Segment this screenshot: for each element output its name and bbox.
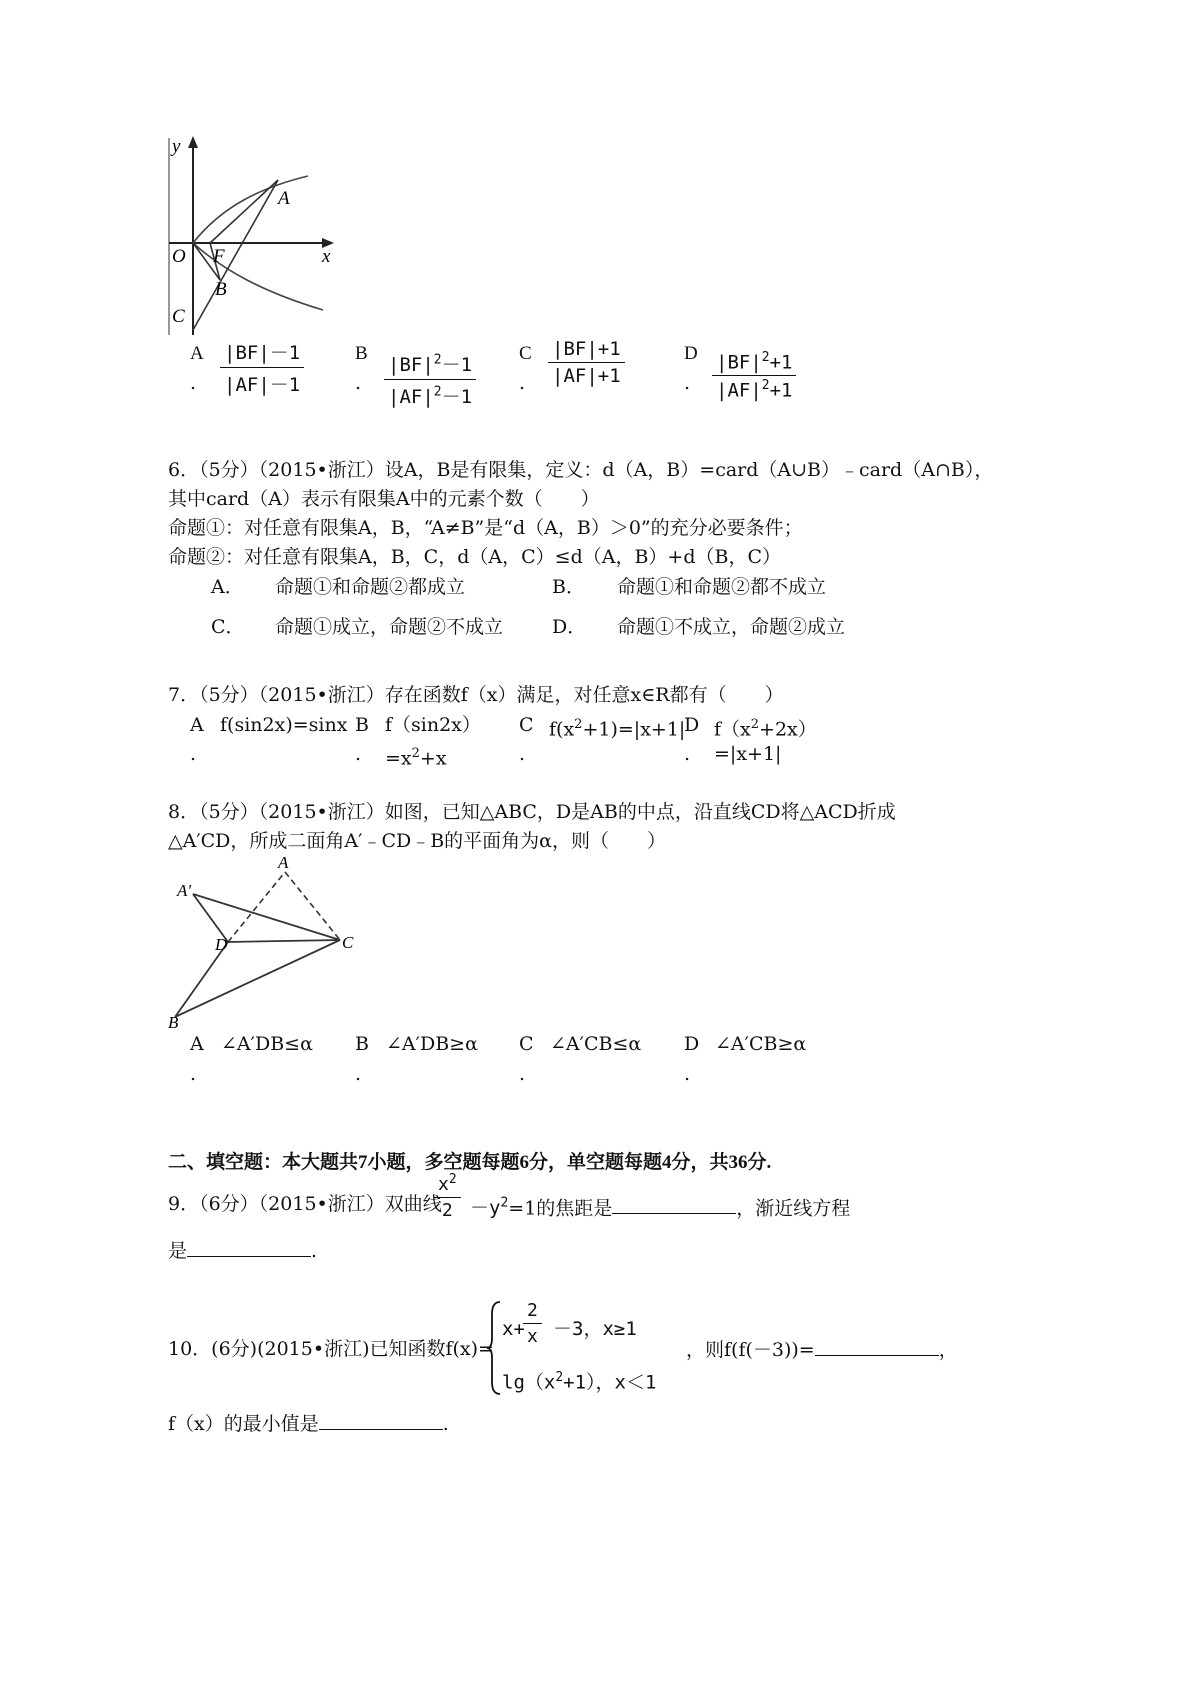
q10-prefix: 10．(6分)(2015•浙江)已知函数f(x)= <box>168 1338 494 1360</box>
q5-option-a-letter: A <box>190 343 204 364</box>
q8-option-b-letter: B <box>355 1033 369 1055</box>
q5-option-b-dot: . <box>355 372 362 394</box>
label-c: C <box>342 933 354 952</box>
q10-line2: f（x）的最小值是 . <box>168 1413 449 1435</box>
q9-fraction-denominator: 2 <box>441 1200 453 1221</box>
q9-fraction-numerator: $x^2$ <box>434 1172 461 1198</box>
q9-fraction <box>434 1172 461 1221</box>
q5-option-a-fraction <box>220 338 304 397</box>
line-bc <box>175 940 340 1017</box>
q5-option-d-fraction <box>712 350 796 402</box>
q6-option-c-letter: C． <box>211 616 245 638</box>
label-b: B <box>168 1013 179 1032</box>
q10-piece-1-denominator: x <box>527 1326 538 1347</box>
q5-option-d-letter: D <box>684 343 698 364</box>
q8-stem-line2: △A′CD，所成二面角A′﹣CD﹣B的平面角为α，则（ ） <box>168 830 667 852</box>
q6-option-a-letter: A． <box>211 576 244 598</box>
q5-option-a-numerator: |BF|－1 <box>220 338 304 368</box>
q7-option-d-text-line1: $f(x^2+2x)$ <box>714 717 817 741</box>
label-c: C <box>172 306 185 327</box>
q5-option-c-dot: . <box>519 372 526 394</box>
q8-option-c-dot: . <box>519 1063 526 1085</box>
q9-line1 <box>168 1192 442 1216</box>
piecewise-brace-icon <box>486 1300 502 1396</box>
q5-option-d-numerator: $|BF|^2+1$ <box>712 350 796 376</box>
q9-asymptote-text: ，渐近线方程 <box>736 1197 851 1220</box>
q9-y-term: $-y^2$ <box>470 1196 509 1220</box>
q9-blank-2[interactable] <box>187 1238 311 1257</box>
q5-option-c-fraction <box>548 338 625 387</box>
q7-option-b-dot: . <box>355 743 362 765</box>
label-b: B <box>215 279 227 300</box>
q6-stem-line2: 其中card（A）表示有限集A中的元素个数（ ） <box>168 488 600 510</box>
dashed-ac <box>285 872 340 940</box>
q5-option-b-denominator: $|AF|^2-1$ <box>388 384 473 408</box>
line-fa <box>210 180 278 243</box>
label-o: O <box>172 246 186 267</box>
q6-stem-line1: 6．（5分）（2015•浙江）设A，B是有限集，定义：d（A，B）=card（A∪B）﹣card（A∩B）， <box>168 459 994 481</box>
q8-option-a-dot: . <box>190 1063 197 1085</box>
label-y: y <box>172 136 181 157</box>
y-axis-arrow-icon <box>188 136 198 148</box>
q9-focal-text: =1的焦距是 <box>508 1197 613 1220</box>
q7-option-a-text: f(sin2x)=sinx <box>220 714 348 736</box>
q8-option-a-letter: A <box>190 1033 204 1055</box>
q10-piece-1-fraction <box>523 1300 542 1347</box>
label-a-prime: A′ <box>177 881 192 900</box>
label-d: D <box>215 935 228 954</box>
line-aprime-c <box>193 894 340 940</box>
q8-option-d-letter: D <box>684 1033 700 1055</box>
line-ca <box>193 180 278 330</box>
q5-option-b-fraction <box>384 350 476 409</box>
q8-option-b-dot: . <box>355 1063 362 1085</box>
q10-piece-1: x+ <box>502 1318 525 1340</box>
q8-triangle-figure <box>165 852 365 1032</box>
q10-blank-1[interactable] <box>815 1337 939 1356</box>
q7-option-d-letter: D <box>684 714 700 736</box>
label-a: A <box>278 853 289 872</box>
q5-option-a-denominator: |AF|－1 <box>224 374 301 396</box>
q9-line1-rest <box>470 1192 850 1220</box>
q5-option-c-numerator: |BF|+1 <box>548 338 625 363</box>
q7-option-d-text-line2: =|x+1| <box>714 743 782 765</box>
q10-piece-2: $\lg(x^2+1)$，x＜1 <box>502 1370 657 1394</box>
q5-option-d-dot: . <box>684 372 691 394</box>
section-2-heading: 二、填空题：本大题共7小题，多空题每题6分，单空题每题4分，共36分. <box>168 1152 772 1173</box>
q7-option-b-letter: B <box>355 714 369 736</box>
line-dc <box>228 940 340 942</box>
q9-blank-1[interactable] <box>612 1195 736 1214</box>
q5-option-c-denominator: |AF|+1 <box>552 365 621 387</box>
q7-option-c-dot: . <box>519 743 526 765</box>
q10-piece-1-rest: －3，x≥1 <box>553 1318 637 1340</box>
q8-option-c-text: ∠A′CB≤α <box>550 1033 642 1055</box>
q7-option-c-text: $f(x^2+1)=|x+1|$ <box>549 717 686 741</box>
q8-option-d-dot: . <box>684 1063 691 1085</box>
q7-option-c-letter: C <box>519 714 534 736</box>
q8-option-c-letter: C <box>519 1033 534 1055</box>
q8-option-b-text: ∠A′DB≥α <box>386 1033 478 1055</box>
q9-line2: 是 . <box>168 1240 318 1262</box>
q7-option-b-text-line2: $=x^2+x$ <box>385 746 447 770</box>
q6-option-d-text: 命题①不成立，命题②成立 <box>617 616 846 638</box>
q9-prefix: 9．（6分）（2015•浙江）双曲线 <box>168 1193 442 1215</box>
q8-stem-line1: 8．（5分）（2015•浙江）如图，已知△ABC，D是AB的中点，沿直线CD将△ACD折成 <box>168 801 896 823</box>
q7-option-a-letter: A <box>190 714 204 736</box>
q10-blank-2[interactable] <box>319 1411 443 1430</box>
q8-option-d-text: ∠A′CB≥α <box>715 1033 807 1055</box>
q6-proposition-1: 命题①：对任意有限集A，B，“A≠B”是“d（A，B）＞0”的充分必要条件； <box>168 517 803 539</box>
q8-option-a-text: ∠A′DB≤α <box>221 1033 313 1055</box>
q10-piece-1-numerator: 2 <box>523 1300 542 1324</box>
q5-option-d-denominator: $|AF|^2+1$ <box>716 378 793 402</box>
q5-option-a-dot: . <box>190 372 197 394</box>
q5-option-c-letter: C <box>519 343 532 364</box>
label-f: F <box>213 246 225 267</box>
q6-option-b-text: 命题①和命题②都不成立 <box>617 576 827 598</box>
q7-stem: 7．（5分）（2015•浙江）存在函数f（x）满足，对任意x∈R都有（ ） <box>168 684 784 706</box>
q5-option-b-numerator: $|BF|^2-1$ <box>384 350 476 380</box>
q7-option-a-dot: . <box>190 743 197 765</box>
q10-after: ，则f(f(－3))= ， <box>686 1339 958 1361</box>
label-x: x <box>322 246 331 267</box>
label-a: A <box>278 188 290 209</box>
q6-option-b-letter: B． <box>552 576 585 598</box>
q6-option-a-text: 命题①和命题②都成立 <box>275 576 466 598</box>
q6-proposition-2: 命题②：对任意有限集A，B，C，d（A，C）≤d（A，B）+d（B，C） <box>168 546 781 568</box>
q6-option-c-text: 命题①成立，命题②不成立 <box>275 616 504 638</box>
q5-option-b-letter: B <box>355 343 368 364</box>
q6-option-d-letter: D． <box>552 616 587 638</box>
q7-option-b-text-line1: f（sin2x） <box>385 714 481 736</box>
q5-parabola-figure <box>168 130 348 345</box>
q7-option-d-dot: . <box>684 743 691 765</box>
